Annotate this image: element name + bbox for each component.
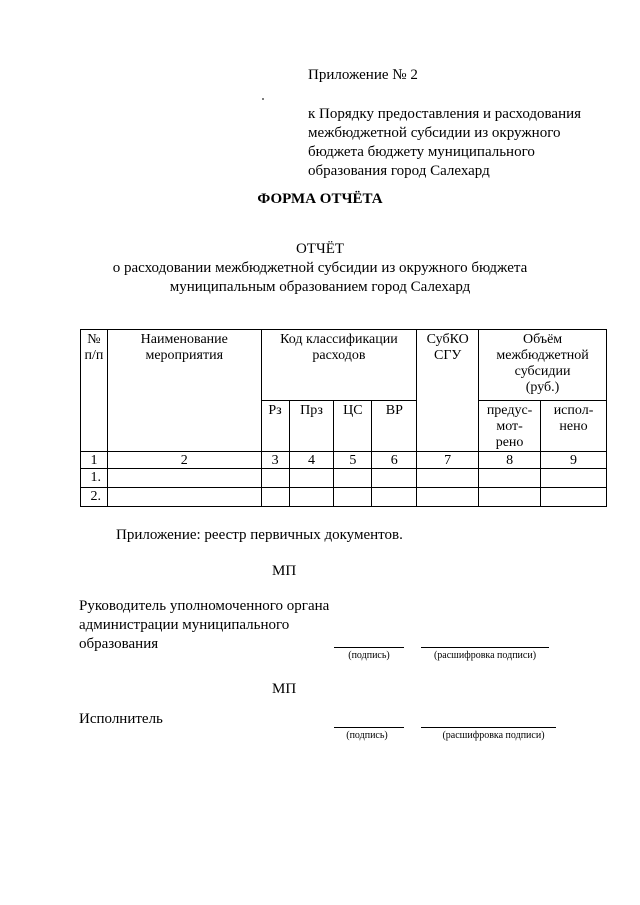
stamp-label: МП [272,563,297,579]
table-row [81,469,607,488]
table-cell[interactable] [261,469,289,488]
header-planned-line: мот- [496,419,523,434]
form-title: ФОРМА ОТЧЁТА [257,191,383,207]
appendix-note: Приложение: реестр первичных документов. [116,527,403,543]
table-cell[interactable] [334,469,372,488]
column-number: 8 [479,452,541,469]
header-num-line: № [87,332,101,347]
column-number: 6 [372,452,417,469]
report-table [80,329,607,507]
row-number: 2. [81,488,108,507]
header-classification-line: Код классификации [280,332,398,347]
head-signature-caption: (подпись) [348,650,390,661]
header-classification-line: расходов [312,348,366,363]
executor-transcript-caption: (расшифровка подписи) [442,730,545,741]
header-subko-line: СубКО [426,332,469,347]
table-cell[interactable] [289,469,334,488]
report-title: ОТЧЁТ [295,241,345,257]
report-title-block [0,240,640,297]
appendix-text [308,105,581,181]
report-subtitle-line: муниципальным образованием город Салехард [169,279,471,295]
header-classification [261,330,417,401]
column-number: 9 [541,452,607,469]
table-cell[interactable] [479,488,541,507]
table-cell[interactable] [107,488,261,507]
column-number: 2 [107,452,261,469]
head-signatory-label [79,597,329,654]
appendix-title: Приложение № 2 [308,67,418,83]
head-transcript-caption: (расшифровка подписи) [433,650,537,661]
column-number: 4 [289,452,334,469]
appendix-line: бюджета бюджету муниципального [308,144,535,160]
table-cell[interactable] [417,469,479,488]
executor-signature-caption: (подпись) [346,730,388,741]
header-planned [479,401,541,452]
column-number: 7 [417,452,479,469]
scan-speck [262,98,264,100]
report-subtitle-line: о расходовании межбюджетной субсидии из окружного бюджета [112,260,528,276]
column-number-row [81,452,607,469]
column-number: 3 [261,452,289,469]
table-cell[interactable] [479,469,541,488]
table-cell[interactable] [107,469,261,488]
header-subko [417,330,479,452]
header-cs: ЦС [334,401,372,452]
column-number: 5 [334,452,372,469]
header-prz: Прз [289,401,334,452]
head-transcript-line[interactable] [421,647,549,648]
table-cell[interactable] [541,488,607,507]
table-cell[interactable] [372,488,417,507]
table-row [81,488,607,507]
header-executed-line: испол- [553,403,594,418]
header-name-line: мероприятия [145,348,224,363]
header-planned-line: предус- [486,403,533,418]
header-name-line: Наименование [140,332,228,347]
header-planned-line: рено [495,435,524,450]
appendix-line: межбюджетной субсидии из окружного [308,125,561,141]
header-executed [541,401,607,452]
header-num [81,330,108,452]
header-volume [479,330,607,401]
executor-signature-line[interactable] [334,727,404,728]
table-cell[interactable] [261,488,289,507]
table-cell[interactable] [372,469,417,488]
header-rz: Рз [261,401,289,452]
head-signature-line[interactable] [334,647,404,648]
table-cell[interactable] [541,469,607,488]
header-volume-line: межбюджетной [496,348,589,363]
head-label-line: Руководитель уполномоченного органа [79,598,330,614]
column-number: 1 [81,452,108,469]
head-label-line: администрации муниципального [79,617,290,633]
row-number: 1. [81,469,108,488]
header-num-line: п/п [84,348,104,363]
table-cell[interactable] [334,488,372,507]
appendix-line: образования город Салехард [308,163,490,179]
head-label-line: образования [79,636,159,652]
header-volume-line: Объём [522,332,563,347]
stamp-label: МП [272,681,297,697]
table-cell[interactable] [417,488,479,507]
header-volume-line: (руб.) [525,380,560,395]
header-subko-line: СГУ [434,348,462,363]
executor-label: Исполнитель [79,711,163,727]
header-name [107,330,261,452]
header-executed-line: нено [559,419,588,434]
header-vr: ВР [372,401,417,452]
appendix-line: к Порядку предоставления и расходования [308,106,582,122]
executor-transcript-line[interactable] [421,727,556,728]
table-cell[interactable] [289,488,334,507]
header-volume-line: субсидии [514,364,571,379]
